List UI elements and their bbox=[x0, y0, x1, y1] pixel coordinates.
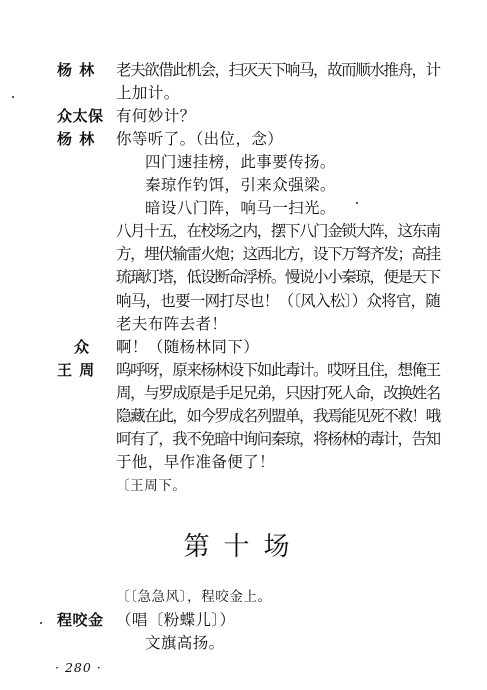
speaker-cheng-yaojin: 程咬金 bbox=[57, 611, 104, 629]
text-line: 你等听了。（出位，念） bbox=[116, 130, 284, 148]
verse-line: 暗设八门阵，响马一扫光。 bbox=[145, 199, 336, 217]
stage-direction: 〔〔急急风〕，程咬金上。 bbox=[116, 589, 272, 605]
scan-speck bbox=[40, 622, 42, 624]
text-line: 隐藏在此，如今罗成名列盟单，我焉能见死不救！哦 bbox=[116, 407, 440, 425]
speaker-zhong-taibao: 众太保 bbox=[57, 107, 104, 125]
speaker-yang-lin: 杨 林 bbox=[57, 130, 96, 148]
text-line: 老夫布阵去者！ bbox=[116, 315, 228, 333]
text-line: 于他，早作准备便了！ bbox=[116, 453, 276, 471]
speaker-zhong: 众 bbox=[74, 338, 91, 356]
page-number: · 280 · bbox=[55, 660, 102, 675]
text-line: 呜呼呀，原来杨林设下如此毒计。哎呀且住，想俺王 bbox=[116, 361, 440, 379]
text-line: 有何妙计？ bbox=[116, 107, 196, 125]
text-line: 响马，也要一网打尽也！（〔风入松〕）众将官，随 bbox=[116, 292, 441, 310]
verse-line: 文旗高扬。 bbox=[145, 634, 225, 652]
text-line: （唱〔粉蝶儿〕） bbox=[116, 611, 236, 629]
text-line: 八月十五，在校场之内，摆下八门金锁大阵，这东南 bbox=[116, 222, 440, 240]
text-line: 啊！（随杨林同下） bbox=[116, 338, 260, 356]
speaker-yang-lin: 杨 林 bbox=[57, 61, 96, 79]
text-line: 琉璃灯塔，低设断命浮桥。慢说小小秦琼，便是天下 bbox=[116, 268, 440, 286]
stage-direction: 〔王周下。 bbox=[116, 478, 187, 494]
verse-line: 秦琼作钓饵，引来众强梁。 bbox=[145, 176, 336, 194]
text-line: 方，埋伏输雷火炮；这西北方，设下万弩齐发；高挂 bbox=[116, 245, 440, 263]
scan-speck bbox=[356, 202, 358, 204]
scan-speck bbox=[12, 96, 14, 98]
text-line: 周，与罗成原是手足兄弟，只因打死人命，改换姓名 bbox=[116, 384, 440, 402]
scene-title: 第十场 bbox=[183, 532, 304, 562]
text-line: 上加计。 bbox=[116, 84, 180, 102]
speaker-wang-zhou: 王 周 bbox=[57, 361, 96, 379]
text-line: 呵有了，我不免暗中询问秦琼，将杨林的毒计，告知 bbox=[116, 430, 440, 448]
verse-line: 四门速挂榜，此事要传扬。 bbox=[145, 153, 336, 171]
text-line: 老夫欲借此机会，扫灭天下响马，故而顺水推舟，计 bbox=[116, 61, 440, 79]
